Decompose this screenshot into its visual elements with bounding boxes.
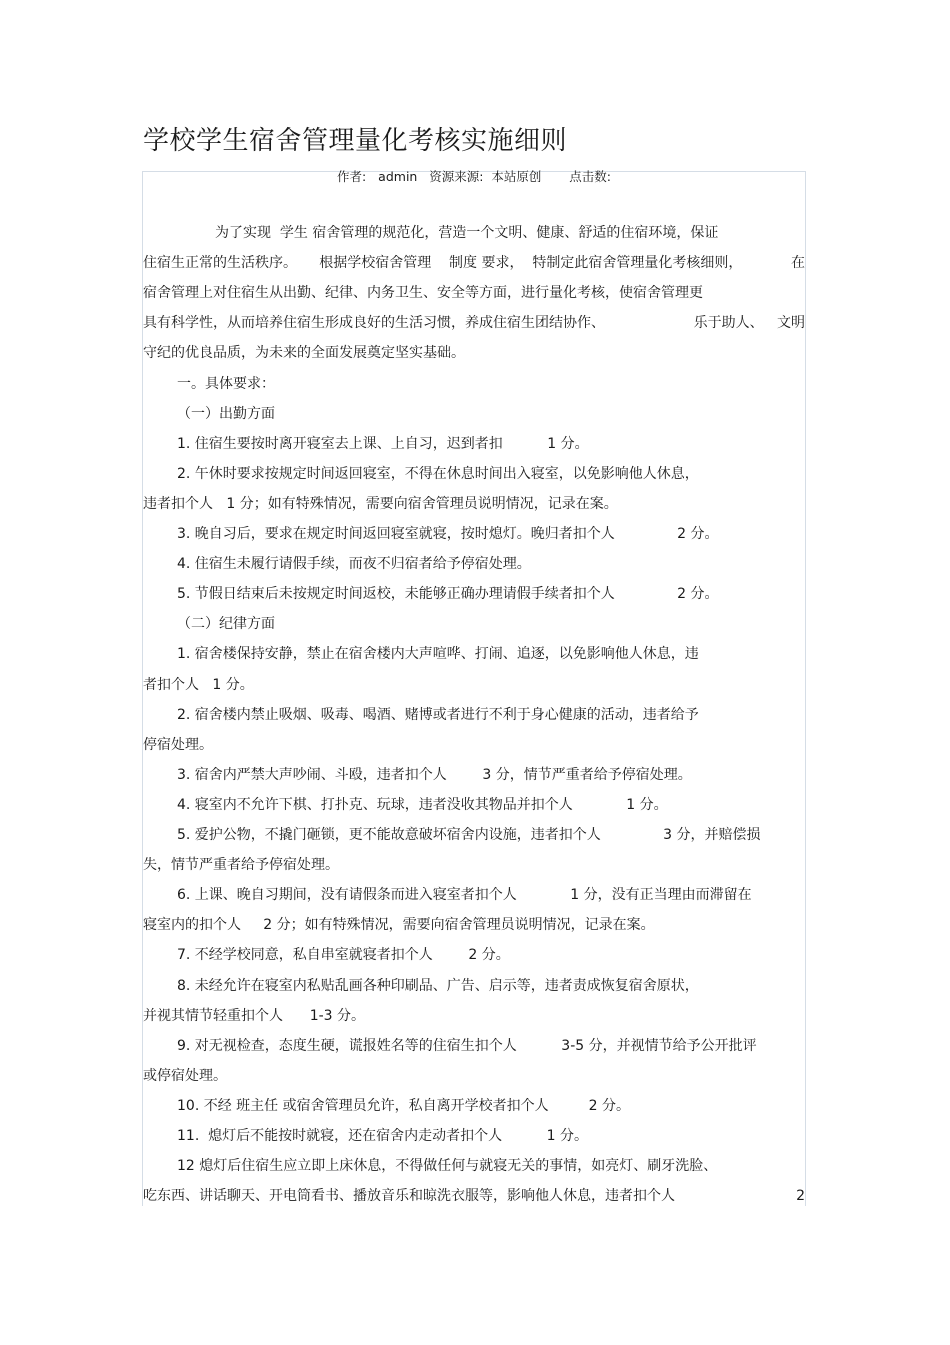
article-meta: 作者: admin 资源来源: 本站原创 点击数: xyxy=(337,169,611,184)
body-line: 者扣个人 1 分。 xyxy=(143,676,254,693)
body-line: 6. 上课、晚自习期间，没有请假条而进入寝室者扣个人 1 分，没有正当理由而滞留在 xyxy=(177,887,752,904)
body-line: 寝室内的扣个人 2 分；如有特殊情况，需要向宿舍管理员说明情况，记录在案。 xyxy=(143,917,655,934)
body-line: 住宿生正常的生活秩序。 根据学校宿舍管理 制度 要求， 特制定此宿舍管理量化考核细则， xyxy=(143,255,743,272)
body-line: 9. 对无视检查，态度生硬，谎报姓名等的住宿生扣个人 3-5 分，并视情节给予公开批评 xyxy=(177,1037,757,1054)
body-line: 11. 熄灯后不能按时就寝，还在宿舍内走动者扣个人 1 分。 xyxy=(177,1128,589,1144)
body-line: （二）纪律方面 xyxy=(177,616,275,633)
body-line: 停宿处理。 xyxy=(143,736,213,753)
body-line: 4. 住宿生未履行请假手续，而夜不归宿者给予停宿处理。 xyxy=(177,556,531,573)
body-line: 5. 节假日结束后未按规定时间返校，未能够正确办理请假手续者扣个人 2 分。 xyxy=(177,586,719,603)
body-line: 一。具体要求： xyxy=(177,375,275,392)
body-line: 5. 爱护公物，不撬门砸锁，更不能故意破坏宿舍内设施，违者扣个人 3 分，并赔偿损 xyxy=(177,827,761,843)
body-line: 具有科学性，从而培养住宿生形成良好的生活习惯，养成住宿生团结协作、 xyxy=(143,315,605,332)
body-line-tail: 乐于助人、 文明 xyxy=(693,315,805,332)
body-line: 2. 午休时要求按规定时间返回寝室，不得在休息时间出入寝室，以免影响他人休息， xyxy=(177,465,699,482)
body-line: 3. 晚自习后，要求在规定时间返回寝室就寝，按时熄灯。晚归者扣个人 2 分。 xyxy=(177,526,719,542)
body-line: 1. 住宿生要按时离开寝室去上课、上自习，迟到者扣 1 分。 xyxy=(177,435,589,452)
body-line-tail: 在 xyxy=(791,255,805,272)
body-line: 失，情节严重者给予停宿处理。 xyxy=(143,857,339,874)
body-line-tail: 2 xyxy=(796,1188,805,1205)
body-line: 4. 寝室内不允许下棋、打扑克、玩球，违者没收其物品并扣个人 1 分。 xyxy=(177,796,668,813)
body-line: 3. 宿舍内严禁大声吵闹、斗殴，违者扣个人 3 分，情节严重者给予停宿处理。 xyxy=(177,766,692,783)
body-line: 或停宿处理。 xyxy=(143,1067,227,1084)
body-line: 并视其情节轻重扣个人 1-3 分。 xyxy=(143,1007,366,1024)
body-line: 12 熄灯后住宿生应立即上床休息，不得做任何与就寝无关的事情，如亮灯、刷牙洗脸、 xyxy=(177,1158,718,1175)
body-line: 宿舍管理上对住宿生从出勤、纪律、内务卫生、安全等方面，进行量化考核，使宿舍管理更 xyxy=(143,285,703,302)
body-line: 为了实现 学生 宿舍管理的规范化，营造一个文明、健康、舒适的住宿环境，保证 xyxy=(215,225,719,241)
body-line: 守纪的优良品质，为未来的全面发展奠定坚实基础。 xyxy=(143,345,465,362)
body-line: 10. 不经 班主任 或宿舍管理员允许，私自离开学校者扣个人 2 分。 xyxy=(177,1097,631,1114)
body-line: 1. 宿舍楼保持安静，禁止在宿舍楼内大声喧哗、打闹、追逐，以免影响他人休息，违 xyxy=(177,646,699,663)
document-title: 学校学生宿舍管理量化考核实施细则 xyxy=(143,126,568,156)
body-line: 8. 未经允许在寝室内私贴乱画各种印刷品、广告、启示等，违者责成恢复宿舍原状， xyxy=(177,977,699,994)
body-line: 7. 不经学校同意，私自串室就寝者扣个人 2 分。 xyxy=(177,947,510,964)
body-line: 吃东西、讲话聊天、开电筒看书、播放音乐和晾洗衣服等，影响他人休息，违者扣个人 xyxy=(143,1188,675,1205)
body-line: 违者扣个人 1 分；如有特殊情况，需要向宿舍管理员说明情况，记录在案。 xyxy=(143,495,618,512)
body-line: （一）出勤方面 xyxy=(177,405,275,422)
body-line: 2. 宿舍楼内禁止吸烟、吸毒、喝酒、赌博或者进行不利于身心健康的活动，违者给予 xyxy=(177,706,699,723)
